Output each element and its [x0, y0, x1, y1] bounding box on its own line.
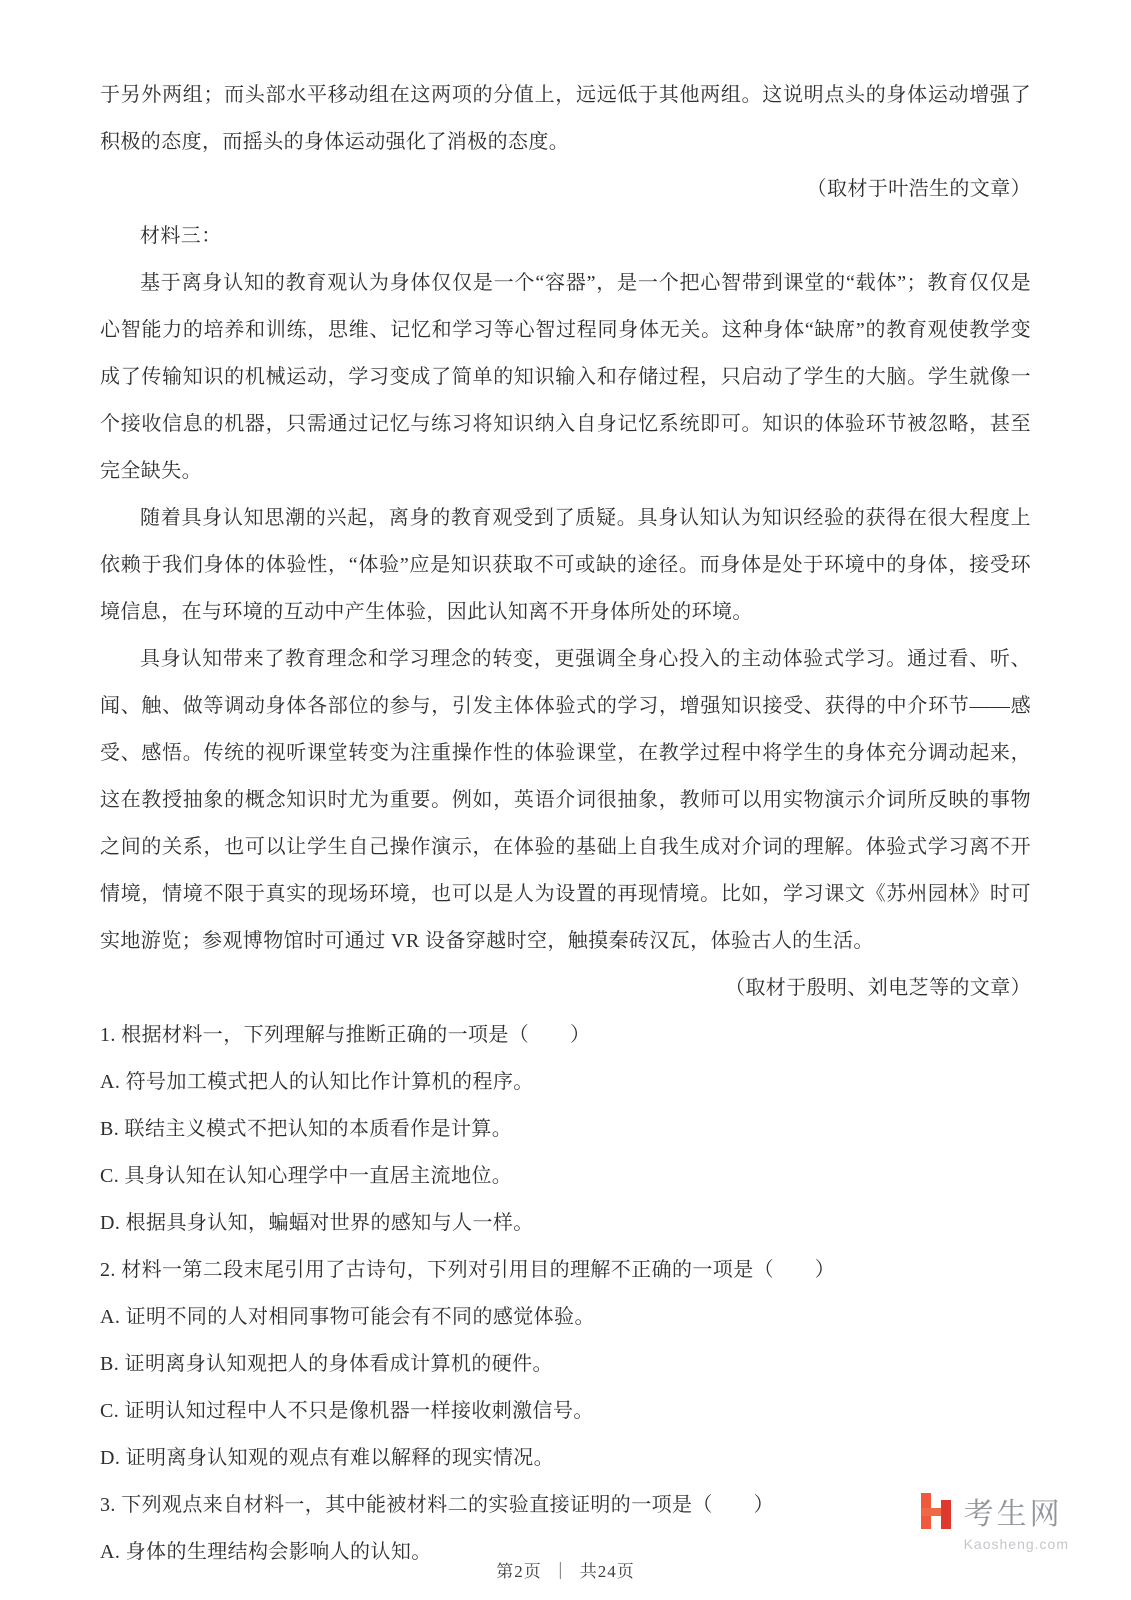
- question-2-option-d: D. 证明离身认知观的观点有难以解释的现实情况。: [100, 1447, 555, 1469]
- question-3-option-a: A. 身体的生理结构会影响人的认知。: [100, 1541, 432, 1563]
- question-3-stem: 3. 下列观点来自材料一，其中能被材料二的实验直接证明的一项是（ ）: [100, 1494, 774, 1516]
- body-paragraph-continuation: 于另外两组；而头部水平移动组在这两项的分值上，远远低于其他两组。这说明点头的身体运动增强了积极的态度，而摇头的身体运动强化了消极的态度。: [100, 84, 1031, 153]
- watermark-site-name: 考生网: [963, 1498, 1063, 1531]
- question-2-option-c: C. 证明认知过程中人不只是像机器一样接收刺激信号。: [100, 1400, 594, 1422]
- question-1-option-c: C. 具身认知在认知心理学中一直居主流地位。: [100, 1165, 513, 1187]
- question-1-option-a: A. 符号加工模式把人的认知比作计算机的程序。: [100, 1071, 534, 1093]
- question-2-stem: 2. 材料一第二段末尾引用了古诗句，下列对引用目的理解不正确的一项是（ ）: [100, 1259, 836, 1281]
- source-attribution-material-two: （取材于叶浩生的文章）: [806, 178, 1031, 200]
- source-attribution-material-three: （取材于殷明、刘电芝等的文章）: [725, 977, 1031, 999]
- question-2-option-b: B. 证明离身认知观把人的身体看成计算机的硬件。: [100, 1353, 553, 1375]
- page-footer: [0, 1557, 1131, 1582]
- material-three-paragraph-2: 随着具身认知思潮的兴起，离身的教育观受到了质疑。具身认知认为知识经验的获得在很大程度上依赖于我们身体的体验性，“体验”应是知识获取不可或缺的途径。而身体是处于环境中的身体，接受环境信息，在与环境的互动中产生体验，因此认知离不开身体所处的环境。: [100, 507, 1031, 623]
- document-body: [100, 72, 1031, 1576]
- question-1-stem: 1. 根据材料一，下列理解与推断正确的一项是（ ）: [100, 1024, 591, 1046]
- watermark-site-url: Kaosheng.com: [963, 1536, 1069, 1552]
- question-1-option-d: D. 根据具身认知，蝙蝠对世界的感知与人一样。: [100, 1212, 534, 1234]
- logo-bar-right: [941, 1500, 951, 1529]
- footer-page-number: 第2页: [496, 1562, 542, 1581]
- question-2-option-a: A. 证明不同的人对相同事物可能会有不同的感觉体验。: [100, 1306, 595, 1328]
- kaosheng-logo-icon: [918, 1493, 954, 1529]
- question-1-option-b: B. 联结主义模式不把认知的本质看作是计算。: [100, 1118, 513, 1140]
- material-three-heading: 材料三：: [140, 225, 222, 247]
- footer-total-pages: 共24页: [579, 1562, 635, 1581]
- kaosheng-watermark: [918, 1489, 1069, 1552]
- watermark-row: [918, 1489, 1069, 1533]
- footer-divider: ｜: [551, 1562, 570, 1581]
- material-three-paragraph-1: 基于离身认知的教育观认为身体仅仅是一个“容器”，是一个把心智带到课堂的“载体”；教育仅仅是心智能力的培养和训练，思维、记忆和学习等心智过程同身体无关。这种身体“缺席”的教育观使教学变成了传输知识的机械运动，学习变成了简单的知识输入和存储过程，只启动了学生的大脑。学生就像一个接收信息的机器，只需通过记忆与练习将知识纳入自身记忆系统即可。知识的体验环节被忽略，甚至完全缺失。: [100, 272, 1031, 482]
- material-three-paragraph-3: 具身认知带来了教育理念和学习理念的转变，更强调全身心投入的主动体验式学习。通过看、听、闻、触、做等调动身体各部位的参与，引发主体体验式的学习，增强知识接受、获得的中介环节——感受、感悟。传统的视听课堂转变为注重操作性的体验课堂，在教学过程中将学生的身体充分调动起来，这在教授抽象的概念知识时尤为重要。例如，英语介词很抽象，教师可以用实物演示介词所反映的事物之间的关系，也可以让学生自己操作演示，在体验的基础上自我生成对介词的理解。体验式学习离不开情境，情境不限于真实的现场环境，也可以是人为设置的再现情境。比如，学习课文《苏州园林》时可实地游览；参观博物馆时可通过 VR 设备穿越时空，触摸秦砖汉瓦，体验古人的生活。: [100, 648, 1031, 952]
